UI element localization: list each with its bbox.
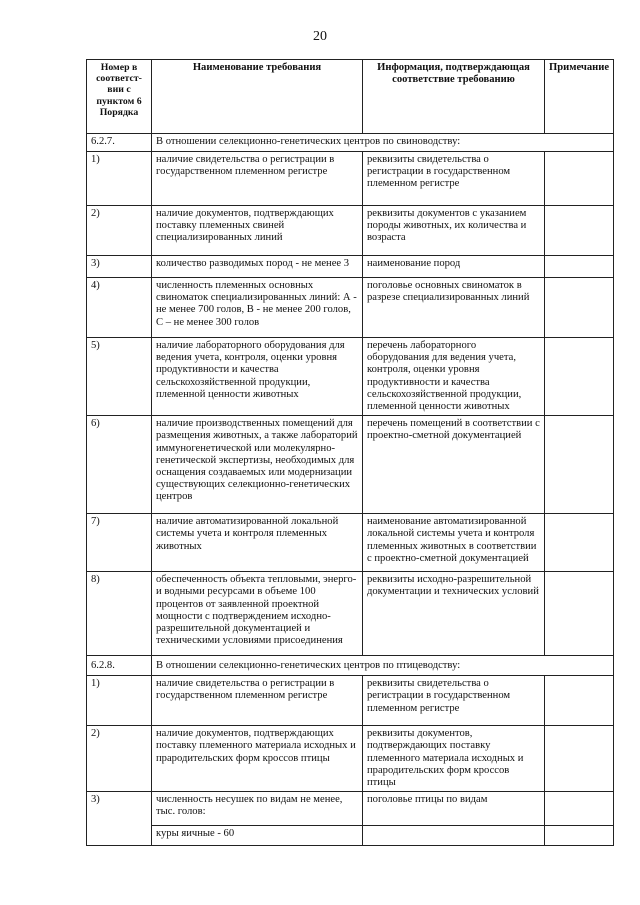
row-info: поголовье птицы по видам <box>363 792 545 826</box>
table-row <box>87 572 614 656</box>
row-note <box>545 676 614 726</box>
row-number: 6) <box>87 416 152 514</box>
row-note <box>545 416 614 514</box>
table-header-row <box>87 60 614 134</box>
header-confirming-info: Информация, подтверждающая соответствие требованию <box>363 60 545 134</box>
row-number: 3) <box>87 256 152 278</box>
row-subitem: куры яичные - 60 <box>152 826 363 846</box>
row-requirement: наличие документов, подтверждающих поставку племенных свиней специализированных линий <box>152 206 363 256</box>
section-row <box>87 134 614 152</box>
header-requirement-name: Наименование требования <box>152 60 363 134</box>
row-number: 2) <box>87 726 152 792</box>
table-row <box>87 792 614 826</box>
row-number: 7) <box>87 514 152 572</box>
table-row <box>87 256 614 278</box>
row-info: наименование пород <box>363 256 545 278</box>
row-number: 8) <box>87 572 152 656</box>
row-info: наименование автоматизированной локальной системы учета и контроля племенных животных в соответствии с проектно-сметной документацией <box>363 514 545 572</box>
row-note <box>545 572 614 656</box>
section-row <box>87 656 614 676</box>
section-title: В отношении селекционно-генетических центров по птицеводству: <box>152 656 614 676</box>
row-requirement: количество разводимых пород - не менее 3 <box>152 256 363 278</box>
page-number: 20 <box>313 29 327 44</box>
section-title: В отношении селекционно-генетических центров по свиноводству: <box>152 134 614 152</box>
header-number: Номер в соответст-вии с пунктом 6 Порядка <box>87 60 152 134</box>
table-row <box>87 152 614 206</box>
row-number: 1) <box>87 676 152 726</box>
section-number: 6.2.8. <box>87 656 152 676</box>
row-requirement: наличие свидетельства о регистрации в государственном племенном регистре <box>152 152 363 206</box>
row-note <box>545 256 614 278</box>
row-number: 3) <box>87 792 152 846</box>
table-row <box>87 416 614 514</box>
table-row <box>87 676 614 726</box>
row-info-empty <box>363 826 545 846</box>
table-row <box>87 338 614 416</box>
row-requirement: численность несушек по видам не менее, тыс. голов: <box>152 792 363 826</box>
row-info: перечень лабораторного оборудования для ведения учета, контроля, оценки уровня продуктивности и качества сельскохозяйственной продукции, племенной ценности животных <box>363 338 545 416</box>
row-number: 5) <box>87 338 152 416</box>
table-row <box>87 726 614 792</box>
row-number: 1) <box>87 152 152 206</box>
row-info: реквизиты документов с указанием породы животных, их количества и возраста <box>363 206 545 256</box>
row-note <box>545 726 614 792</box>
row-requirement: наличие лабораторного оборудования для ведения учета, контроля, оценки уровня продуктивности и качества сельскохозяйственной продукции, племенной ценности животных <box>152 338 363 416</box>
row-info: реквизиты свидетельства о регистрации в государственном племенном регистре <box>363 676 545 726</box>
row-requirement: наличие свидетельства о регистрации в государственном племенном регистре <box>152 676 363 726</box>
requirements-table <box>86 59 614 846</box>
row-number: 2) <box>87 206 152 256</box>
row-note <box>545 792 614 826</box>
row-requirement: наличие автоматизированной локальной системы учета и контроля племенных животных <box>152 514 363 572</box>
row-note <box>545 338 614 416</box>
table-subrow <box>87 826 614 846</box>
row-info: перечень помещений в соответствии с проектно-сметной документацией <box>363 416 545 514</box>
row-note <box>545 206 614 256</box>
row-info: реквизиты документов, подтверждающих поставку племенного материала исходных и прародительских форм кроссов птицы <box>363 726 545 792</box>
row-note <box>545 152 614 206</box>
row-requirement: численность племенных основных свиноматок специализированных линий: А - не менее 700 голов, В - не менее 200 голов, С – не менее 300 голов <box>152 278 363 338</box>
row-info: реквизиты исходно-разрешительной документации и технических условий <box>363 572 545 656</box>
row-requirement: обеспеченность объекта тепловыми, энерго- и водными ресурсами в объеме 100 процентов от заявленной проектной мощности с подтверждением исходно-разрешительной документацией и техническими условиями присоединения <box>152 572 363 656</box>
table-row <box>87 278 614 338</box>
row-note <box>545 514 614 572</box>
row-note-empty <box>545 826 614 846</box>
row-note <box>545 278 614 338</box>
section-number: 6.2.7. <box>87 134 152 152</box>
row-info: реквизиты свидетельства о регистрации в государственном племенном регистре <box>363 152 545 206</box>
header-note: Примечание <box>545 60 614 134</box>
row-info: поголовье основных свиноматок в разрезе специализированных линий <box>363 278 545 338</box>
row-requirement: наличие документов, подтверждающих поставку племенного материала исходных и прародительских форм кроссов птицы <box>152 726 363 792</box>
row-number: 4) <box>87 278 152 338</box>
table-row <box>87 206 614 256</box>
row-requirement: наличие производственных помещений для размещения животных, а также лабораторий иммуногенетической или молекулярно-генетической экспертизы, необходимых для оснащения создаваемых или модернизации существующих селекционно-генетических центров <box>152 416 363 514</box>
table-row <box>87 514 614 572</box>
